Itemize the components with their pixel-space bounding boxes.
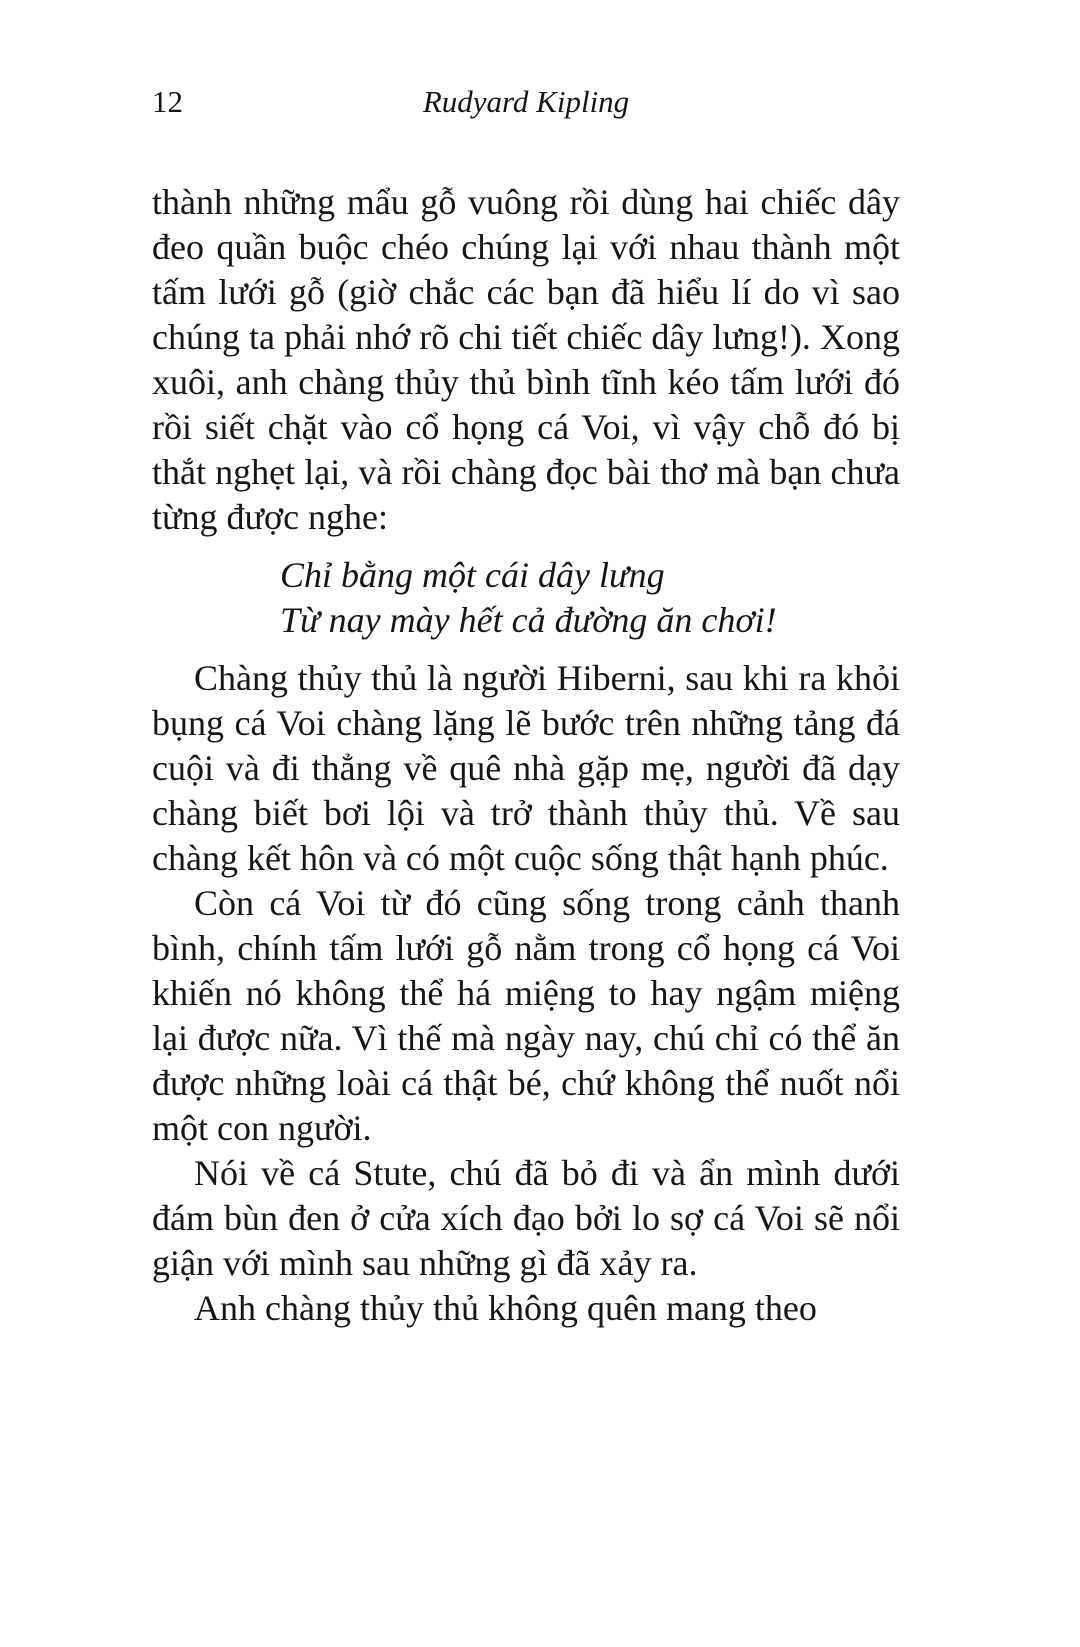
paragraph: thành những mẩu gỗ vuông rồi dùng hai chiếc dây đeo quần buộc chéo chúng lại với nhau thành một tấm lưới gỗ (giờ chắc các bạn đã hiểu lí do vì sao chúng ta phải nhớ rõ chi tiết chiếc dây lưng!). Xong xuôi, anh chàng thủy thủ bình tĩnh kéo tấm lưới đó rồi siết chặt vào cổ họng cá Voi, vì vậy chỗ đó bị thắt nghẹt lại, và rồi chàng đọc bài thơ mà bạn chưa từng được nghe: (152, 182, 900, 537)
verse-line: Từ nay mày hết cả đường ăn chơi! (280, 600, 777, 640)
paragraph: Còn cá Voi từ đó cũng sống trong cảnh thanh bình, chính tấm lưới gỗ nằm trong cổ họng cá Voi khiến nó không thể há miệng to hay ngậm miệng lại được nữa. Vì thế mà ngày nay, chú chỉ có thể ăn được những loài cá thật bé, chứ không thể nuốt nổi một con người. (152, 883, 900, 1148)
paragraph: Nói về cá Stute, chú đã bỏ đi và ẩn mình dưới đám bùn đen ở cửa xích đạo bởi lo sợ cá Voi sẽ nổi giận với mình sau những gì đã xảy ra. (152, 1153, 900, 1283)
page-number: 12 (152, 84, 183, 119)
body-text (152, 180, 900, 1331)
verse-block (280, 553, 900, 643)
paragraph: Anh chàng thủy thủ không quên mang theo (194, 1288, 817, 1328)
page-header (152, 84, 900, 124)
running-title: Rudyard Kipling (422, 84, 630, 119)
paragraph: Chàng thủy thủ là người Hiberni, sau khi ra khỏi bụng cá Voi chàng lặng lẽ bước trên những tảng đá cuội và đi thẳng về quê nhà gặp mẹ, người đã dạy chàng biết bơi lội và trở thành thủy thủ. Về sau chàng kết hôn và có một cuộc sống thật hạnh phúc. (152, 658, 900, 878)
verse-line: Chỉ bằng một cái dây lưng (280, 555, 665, 595)
